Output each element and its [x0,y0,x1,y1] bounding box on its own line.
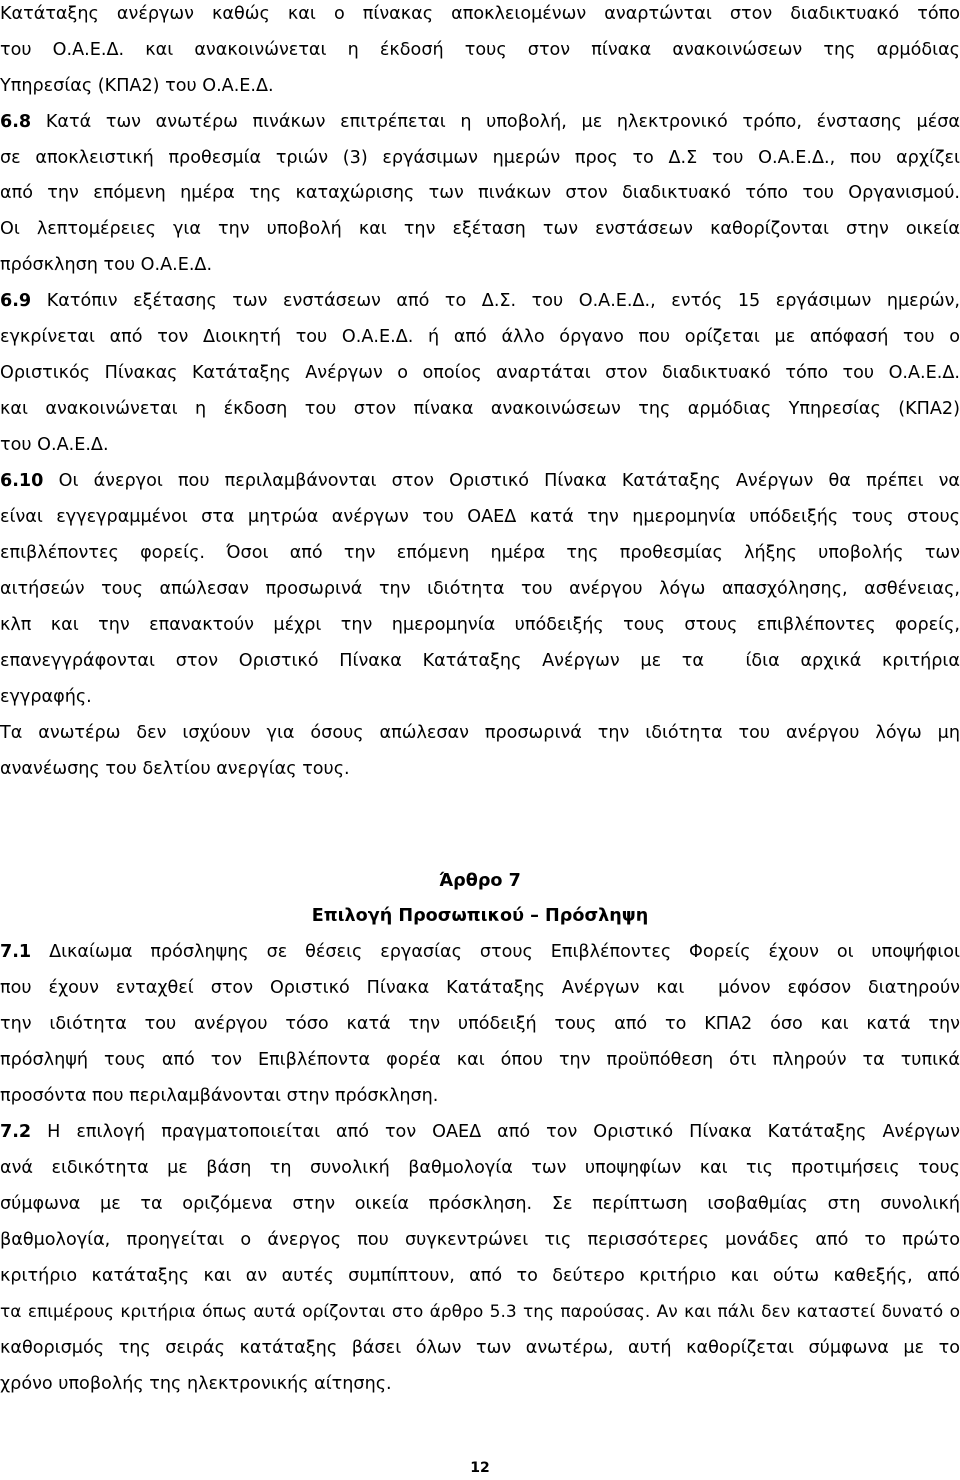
text-line: επανεγγράφονται στον Οριστικό Πίνακα Κατάταξης Ανέργων με τα ίδια αρχικά κριτήρια [0,651,960,671]
text-line: του Ο.Α.Ε.Δ. και ανακοινώνεται η έκδοσή τους στον πίνακα ανακοινώσεων της αρμόδιας [0,40,960,60]
text-line: βαθμολογία, προηγείται ο άνεργος που συγκεντρώνει τις περισσότερες μονάδες από το πρώτο [0,1230,960,1250]
paragraph-6-8-first-line [0,110,960,134]
paragraph-6-10-first-line [0,469,960,493]
text-line: του Ο.Α.Ε.Δ. [0,435,109,455]
text-line: Κατόπιν εξέτασης των ενστάσεων από το Δ.Σ. του Ο.Α.Ε.Δ., εντός 15 εργάσιμων ημερών, [46,291,960,311]
text-line: σύμφωνα με τα οριζόμενα στην οικεία πρόσκληση. Σε περίπτωση ισοβαθμίας στη συνολική [0,1194,960,1214]
text-line: αιτήσεών τους απώλεσαν προσωρινά την ιδιότητα του ανέργου λόγω απασχόλησης, ασθένειας, [0,579,960,599]
paragraph-6-9-first-line [0,289,960,313]
text-line: πρόσληψή τους από τον Επιβλέποντα φορέα και όπου την προϋπόθεση ότι πληρούν τα τυπικά [0,1050,960,1070]
text-line: Τα ανωτέρω δεν ισχύουν για όσους απώλεσαν προσωρινά την ιδιότητα του ανέργου λόγω μη [0,723,960,743]
paragraph-7-1-first-line [0,940,960,964]
text-line: τα επιμέρους κριτήρια όπως αυτά ορίζονται στο άρθρο 5.3 της παρούσας. Αν και πάλι δεν καταστεί δυνατό ο [0,1302,960,1322]
text-line: και ανακοινώνεται η έκδοση του στον πίνακα ανακοινώσεων της αρμόδιας Υπηρεσίας (ΚΠΑ2) [0,399,960,419]
text-line: που έχουν ενταχθεί στον Οριστικό Πίνακα Κατάταξης Ανέργων και μόνον εφόσον διατηρούν [0,978,960,998]
text-line: Δικαίωμα πρόσληψης σε θέσεις εργασίας στους Επιβλέποντες Φορείς έχουν οι υποψήφιοι [49,942,960,962]
text-line: Υπηρεσίας (ΚΠΑ2) του Ο.Α.Ε.Δ. [0,76,274,96]
paragraph-number: 6.9 [0,291,32,311]
text-line: εγκρίνεται από τον Διοικητή του Ο.Α.Ε.Δ. ή από άλλο όργανο που ορίζεται με απόφασή του ο [0,327,960,347]
article-heading: Άρθρο 7 [439,871,521,891]
paragraph-number: 6.10 [0,471,44,491]
text-line: Κατάταξης ανέργων καθώς και ο πίνακας αποκλειομένων αναρτώνται στον διαδικτυακό τόπο [0,4,960,24]
text-line: σε αποκλειστική προθεσμία τριών (3) εργάσιμων ημερών προς το Δ.Σ του Ο.Α.Ε.Δ., που αρχίζει [0,148,960,168]
paragraph-number: 6.8 [0,112,32,132]
text-line: από την επόμενη ημέρα της καταχώρισης των πινάκων στον διαδικτυακό τόπο του Οργανισμού. [0,183,960,203]
text-line: καθορισμός της σειράς κατάταξης βάσει όλων των ανωτέρω, αυτή καθορίζεται σύμφωνα με το [0,1338,960,1358]
text-line: ανανέωσης του δελτίου ανεργίας τους. [0,759,350,779]
paragraph-7-2-first-line [0,1120,960,1144]
text-line: κριτήριο κατάταξης και αν αυτές συμπίπτουν, από το δεύτερο κριτήριο και ούτω καθεξής, από [0,1266,960,1286]
text-line: Οι λεπτομέρειες για την υποβολή και την εξέταση των ενστάσεων καθορίζονται στην οικεία [0,219,960,239]
text-line: Κατά των ανωτέρω πινάκων επιτρέπεται η υποβολή, με ηλεκτρονικό τρόπο, ένστασης μέσα [45,112,960,132]
text-line: χρόνο υποβολής της ηλεκτρονικής αίτησης. [0,1374,392,1394]
text-line: ανά ειδικότητα με βάση τη συνολική βαθμολογία των υποψηφίων και τις προτιμήσεις τους [0,1158,960,1178]
page-number: 12 [470,1460,490,1476]
text-line: την ιδιότητα του ανέργου τόσο κατά την υπόδειξή τους από το ΚΠΑ2 όσο και κατά την [0,1014,960,1034]
text-line: Οριστικός Πίνακας Κατάταξης Ανέργων ο οποίος αναρτάται στον διαδικτυακό τόπο του Ο.Α.Ε.Δ. [0,363,960,383]
text-line: κλπ και την επανακτούν μέχρι την ημερομηνία υπόδειξής τους στους επιβλέποντες φορείς, [0,615,960,635]
text-line: εγγραφής. [0,687,92,707]
text-line: πρόσκληση του Ο.Α.Ε.Δ. [0,255,213,275]
paragraph-number: 7.1 [0,942,32,962]
paragraph-number: 7.2 [0,1122,32,1142]
text-line: προσόντα που περιλαμβάνονται στην πρόσκληση. [0,1086,439,1106]
article-subheading: Επιλογή Προσωπικού – Πρόσληψη [311,906,649,926]
text-line: Η επιλογή πραγματοποιείται από τον ΟΑΕΔ από τον Οριστικό Πίνακα Κατάταξης Ανέργων [47,1122,960,1142]
text-line: είναι εγγεγραμμένοι στα μητρώα ανέργων του ΟΑΕΔ κατά την ημερομηνία υπόδειξής τους στους [0,507,960,527]
text-line: επιβλέποντες φορείς. Όσοι από την επόμενη ημέρα της προθεσμίας λήξης υποβολής των [0,543,960,563]
text-line: Οι άνεργοι που περιλαμβάνονται στον Οριστικό Πίνακα Κατάταξης Ανέργων θα πρέπει να [58,471,960,491]
